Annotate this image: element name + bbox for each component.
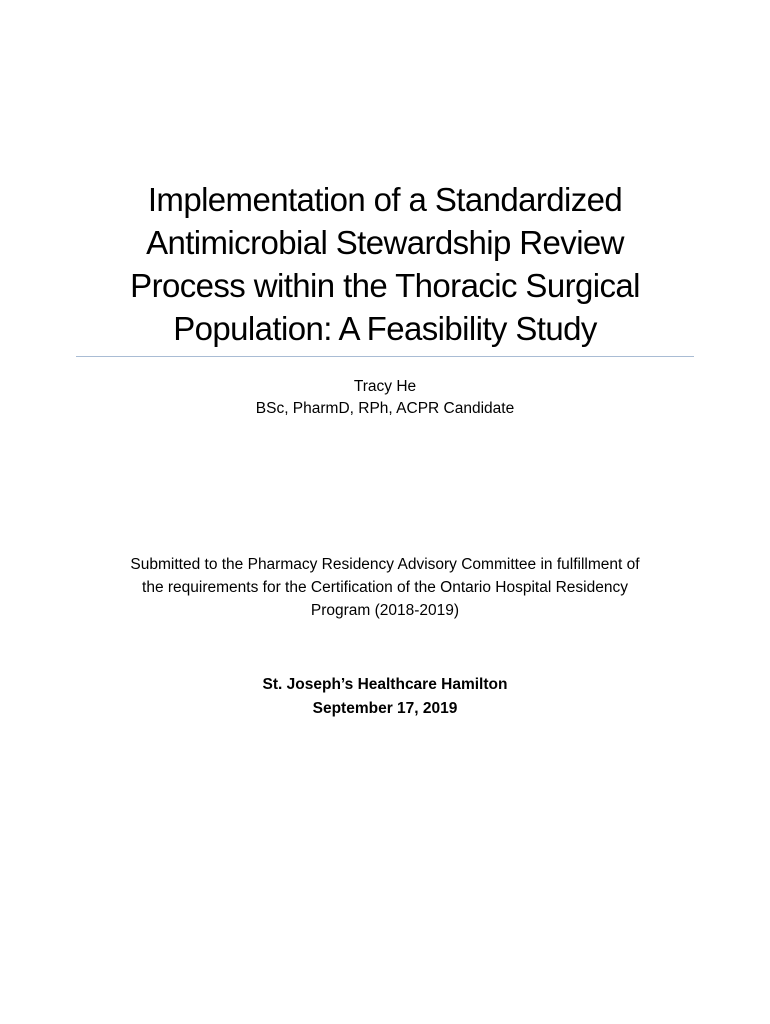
submission-line: the requirements for the Certification of the Ontario Hospital Residency (142, 579, 628, 596)
institution-block (60, 673, 710, 721)
title-line: Population: A Feasibility Study (173, 310, 597, 347)
submission-date: September 17, 2019 (312, 700, 458, 717)
title-line: Antimicrobial Stewardship Review (146, 224, 624, 261)
title-line: Implementation of a Standardized (147, 181, 623, 218)
submission-line: Program (2018-2019) (310, 602, 460, 619)
submission-line: Submitted to the Pharmacy Residency Advisory Committee in fulfillment of (130, 556, 640, 573)
submission-statement (60, 553, 710, 622)
author-credentials: BSc, PharmD, RPh, ACPR Candidate (255, 400, 515, 417)
title-divider (76, 356, 694, 357)
author-name: Tracy He (353, 378, 417, 395)
author-block (60, 376, 710, 420)
institution-name: St. Joseph’s Healthcare Hamilton (262, 676, 508, 693)
document-title (60, 178, 710, 350)
title-line: Process within the Thoracic Surgical (130, 267, 640, 304)
